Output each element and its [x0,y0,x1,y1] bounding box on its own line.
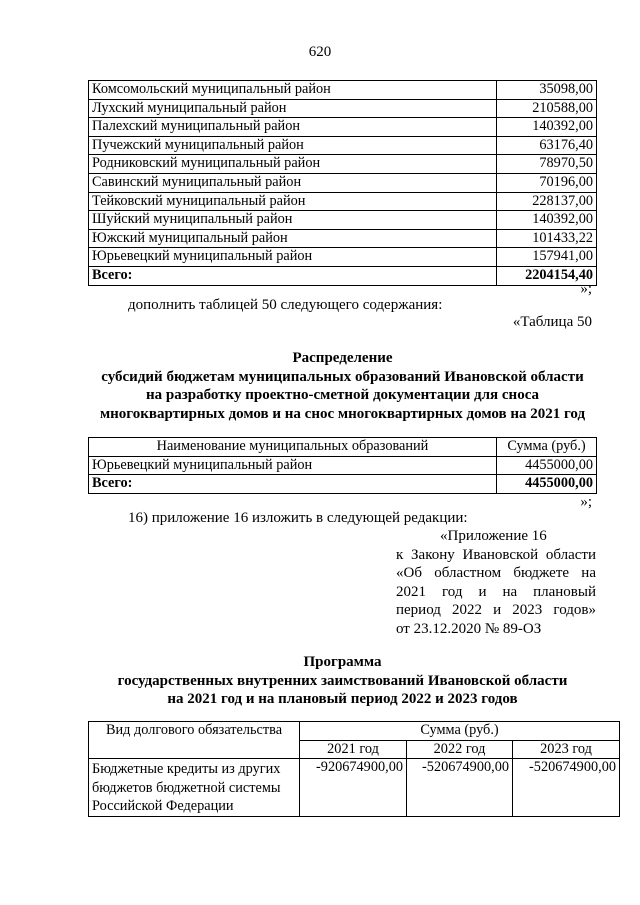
appendix-line: к Закону Ивановской области [396,546,596,563]
column-header-year: 2021 год [300,740,407,759]
total-amount: 2204154,40 [497,266,597,285]
subsidy-amount: 63176,40 [497,136,597,155]
table-row [89,248,597,267]
subsidy-amount: 157941,00 [497,248,597,267]
municipality-name: Южский муниципальный район [89,229,497,248]
table-row [89,173,597,192]
total-amount: 4455000,00 [497,475,597,494]
heading-line: многоквартирных домов и на снос многоквартирных домов на 2021 год [99,405,586,422]
municipality-name: Юрьевецкий муниципальный район [89,456,497,475]
year-amount: -520674900,00 [513,759,620,817]
quote-close-1: »; [580,281,592,297]
subsidy-table-continued [88,80,597,286]
appendix-law-date: от 23.12.2020 № 89-ОЗ [396,620,542,637]
municipality-name: Комсомольский муниципальный район [89,81,497,100]
column-header-year: 2022 год [407,740,513,759]
year-amount: -920674900,00 [300,759,407,817]
table-row [89,118,597,137]
table-row [89,99,597,118]
table-row [89,456,597,475]
obligation-type: Бюджетные кредиты из других бюджетов бюджетной системы Российской Федерации [89,759,300,817]
column-header-sum: Сумма (руб.) [300,722,620,741]
subsidy-amount: 4455000,00 [497,456,597,475]
table-row [89,136,597,155]
appendix-line: «Об областном бюджете на [396,565,596,582]
total-row [89,475,597,494]
distribution-heading [60,349,625,423]
total-label: Всего: [89,266,497,285]
column-header-name: Наименование муниципальных образований [89,438,497,457]
quote-close-2: »; [580,494,592,510]
appendix-16-block [396,527,596,639]
paragraph-add-table-50: дополнить таблицей 50 следующего содержания: [128,297,443,313]
appendix-line: 2021 год и на плановый [396,583,596,600]
heading-line: на разработку проектно-сметной документации для сноса [145,387,540,403]
table-row [89,759,620,817]
column-header-year: 2023 год [513,740,620,759]
subsidy-amount: 210588,00 [497,99,597,118]
column-header-sum: Сумма (руб.) [497,438,597,457]
heading-line: субсидий бюджетам муниципальных образований Ивановской области [101,368,584,385]
municipality-name: Родниковский муниципальный район [89,155,497,174]
year-amount: -520674900,00 [407,759,513,817]
borrowing-program-heading [60,653,625,709]
subsidy-amount: 101433,22 [497,229,597,248]
municipality-name: Лухский муниципальный район [89,99,497,118]
total-label: Всего: [89,475,497,494]
table-row [89,155,597,174]
municipality-name: Шуйский муниципальный район [89,211,497,230]
borrowing-program-table [88,721,620,817]
table-50-label: «Таблица 50 [512,314,592,330]
table-50 [88,437,597,494]
column-header-obligation-type: Вид долгового обязательства [89,722,300,759]
heading-line: на 2021 год и на плановый период 2022 и 2023 годов [167,691,518,707]
table-row [89,229,597,248]
municipality-name: Палехский муниципальный район [89,118,497,137]
page-number: 620 [308,44,332,60]
municipality-name: Савинский муниципальный район [89,173,497,192]
total-row [89,266,597,285]
municipality-name: Пучежский муниципальный район [89,136,497,155]
municipality-name: Тейковский муниципальный район [89,192,497,211]
table-row [89,211,597,230]
subsidy-amount: 228137,00 [497,192,597,211]
subsidy-amount: 35098,00 [497,81,597,100]
table-row [89,81,597,100]
heading-line: Распределение [292,350,393,366]
heading-line: Программа [303,654,382,670]
heading-line: государственных внутренних заимствований Ивановской области [117,672,568,689]
appendix-title: «Приложение 16 [440,528,547,544]
subsidy-amount: 70196,00 [497,173,597,192]
municipality-name: Юрьевецкий муниципальный район [89,248,497,267]
subsidy-amount: 140392,00 [497,211,597,230]
subsidy-amount: 78970,50 [497,155,597,174]
subsidy-amount: 140392,00 [497,118,597,137]
table-row [89,192,597,211]
paragraph-appendix-16: 16) приложение 16 изложить в следующей редакции: [128,510,468,526]
appendix-line: период 2022 и 2023 годов» [396,602,596,619]
